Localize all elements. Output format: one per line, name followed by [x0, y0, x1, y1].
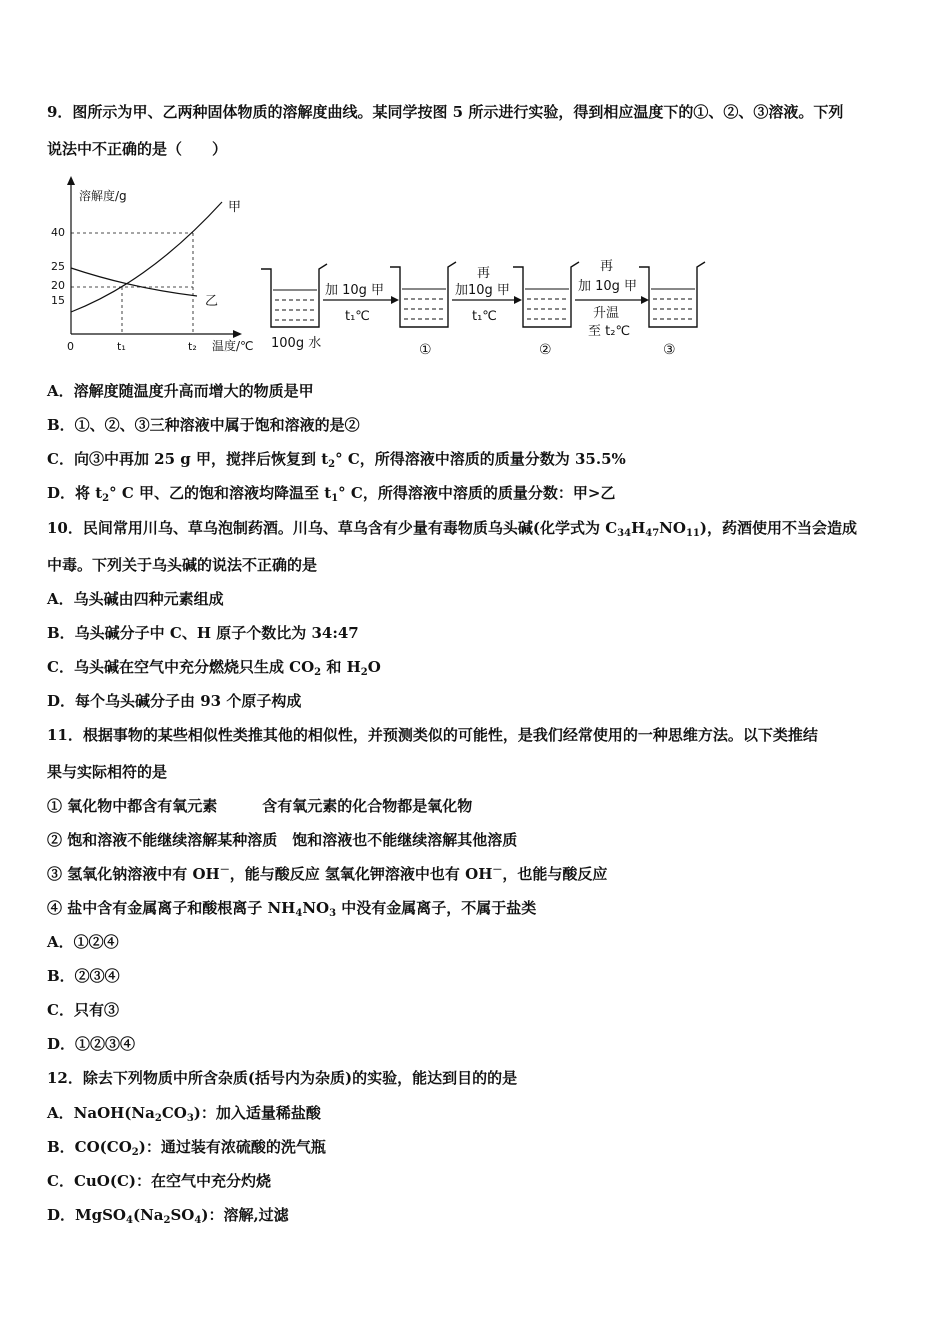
- graph-ylabel: 溶解度/g: [79, 189, 127, 203]
- q12-stem: 12．除去下列物质中所含杂质(括号内为杂质)的实验，能达到目的的是: [47, 1069, 518, 1087]
- arrow2-top1: 再: [477, 266, 491, 281]
- graph-tick-20: 20: [51, 279, 65, 292]
- arrow1-bottom: t₁℃: [345, 309, 370, 324]
- q10-stem-line1: 10．民间常用川乌、草乌泡制药酒。川乌、草乌含有少量有毒物质乌头碱(化学式为 $C_{34}H_{47}NO_{11}$)，药酒使用不当会造成: [47, 519, 857, 539]
- q9-option-a: A．溶解度随温度升高而增大的物质是甲: [47, 382, 314, 400]
- curve-jia: [71, 202, 222, 312]
- graph-tick-t2: t₂: [188, 340, 197, 353]
- beaker2-label: ②: [539, 342, 552, 358]
- q11-stem-line2: 果与实际相符的是: [47, 763, 168, 781]
- q11-option-b: B．②③④: [47, 967, 120, 985]
- q9-figure: [47, 172, 917, 367]
- q10-option-d: D．每个乌头碱分子由 93 个原子构成: [47, 692, 302, 710]
- arrow2-bottom: t₁℃: [472, 309, 497, 324]
- q10-option-a: A．乌头碱由四种元素组成: [47, 590, 224, 608]
- q12-option-b: B．$CO(CO_2)$：通过装有浓硫酸的洗气瓶: [47, 1138, 326, 1158]
- q11-option-d: D．①②③④: [47, 1035, 136, 1053]
- q10-stem-line2: 中毒。下列关于乌头碱的说法不正确的是: [47, 556, 318, 574]
- beaker-3: [639, 262, 705, 327]
- q10-option-c: C．乌头碱在空气中充分燃烧只生成 $CO_2$ 和 $H_2O$: [47, 658, 381, 678]
- graph-origin: 0: [67, 340, 74, 353]
- q9-option-c: C．向③中再加 25 g 甲，搅拌后恢复到 $t_2^\circ$ C，所得溶液中溶质的质量分数为 35.5%: [47, 450, 626, 470]
- graph-tick-t1: t₁: [117, 340, 126, 353]
- q11-option-c: C．只有③: [47, 1001, 119, 1019]
- graph-tick-40: 40: [51, 226, 65, 239]
- beaker-water: [261, 264, 327, 327]
- arrow1-top: 加 10g 甲: [325, 283, 385, 298]
- q9-stem-line1: 9．图所示为甲、乙两种固体物质的溶解度曲线。某同学按图 5 所示进行实验，得到相应温度下的①、②、③溶液。下列: [47, 103, 844, 121]
- arrow3-bottom1: 升温: [593, 306, 620, 321]
- beaker3-label: ③: [663, 342, 676, 358]
- graph-label-yi: 乙: [205, 294, 219, 309]
- q12-option-c: C．CuO(C)：在空气中充分灼烧: [47, 1172, 271, 1190]
- q11-item-4: ④ 盐中含有金属离子和酸根离子 $NH_4NO_3$ 中没有金属离子，不属于盐类: [47, 899, 537, 919]
- graph-tick-15: 15: [51, 294, 65, 307]
- q12-option-d: D．$MgSO_4(Na_2SO_4)$：溶解,过滤: [47, 1206, 289, 1226]
- q9-stem-line2: 说法中不正确的是（ ）: [47, 140, 228, 158]
- q10-option-b: B．乌头碱分子中 C、H 原子个数比为 34:47: [47, 624, 359, 642]
- q9-option-b: B．①、②、③三种溶液中属于饱和溶液的是②: [47, 416, 360, 434]
- arrow3-top1: 再: [600, 259, 614, 274]
- q11-item-3: ③ 氢氧化钠溶液中有 OH－，能与酸反应 氢氧化钾溶液中也有 OH－，也能与酸反应: [47, 865, 608, 883]
- beaker-1: [390, 262, 456, 327]
- arrow3-top2: 加 10g 甲: [578, 279, 638, 294]
- water-label: 100g 水: [271, 336, 322, 351]
- q11-option-a: A．①②④: [47, 933, 119, 951]
- q9-option-d: D．将 $t_2^\circ$ C 甲、乙的饱和溶液均降温至 $t_1^\circ$ C，所得溶液中溶质的质量分数：甲>乙: [47, 484, 616, 504]
- q11-stem-line1: 11．根据事物的某些相似性类推其他的相似性，并预测类似的可能性，是我们经常使用的一种思维方法。以下类推结: [47, 726, 818, 744]
- graph-tick-25: 25: [51, 260, 65, 273]
- beaker-2: [513, 262, 579, 327]
- graph-y-arrow: [67, 176, 75, 185]
- arrow3-bottom2: 至 t₂℃: [588, 324, 631, 339]
- graph-xlabel: 温度/℃: [212, 339, 254, 353]
- beaker1-label: ①: [419, 342, 432, 358]
- arrow2-top2: 加10g 甲: [455, 283, 510, 298]
- curve-yi: [71, 268, 197, 296]
- graph-label-jia: 甲: [228, 200, 242, 215]
- q11-item-2: ② 饱和溶液不能继续溶解某种溶质 饱和溶液也不能继续溶解其他溶质: [47, 831, 518, 849]
- q11-item-1: ① 氧化物中都含有氧元素 含有氧元素的化合物都是氧化物: [47, 797, 473, 815]
- graph-x-arrow: [233, 330, 242, 338]
- q12-option-a: A．$NaOH(Na_2CO_3)$：加入适量稀盐酸: [47, 1104, 321, 1124]
